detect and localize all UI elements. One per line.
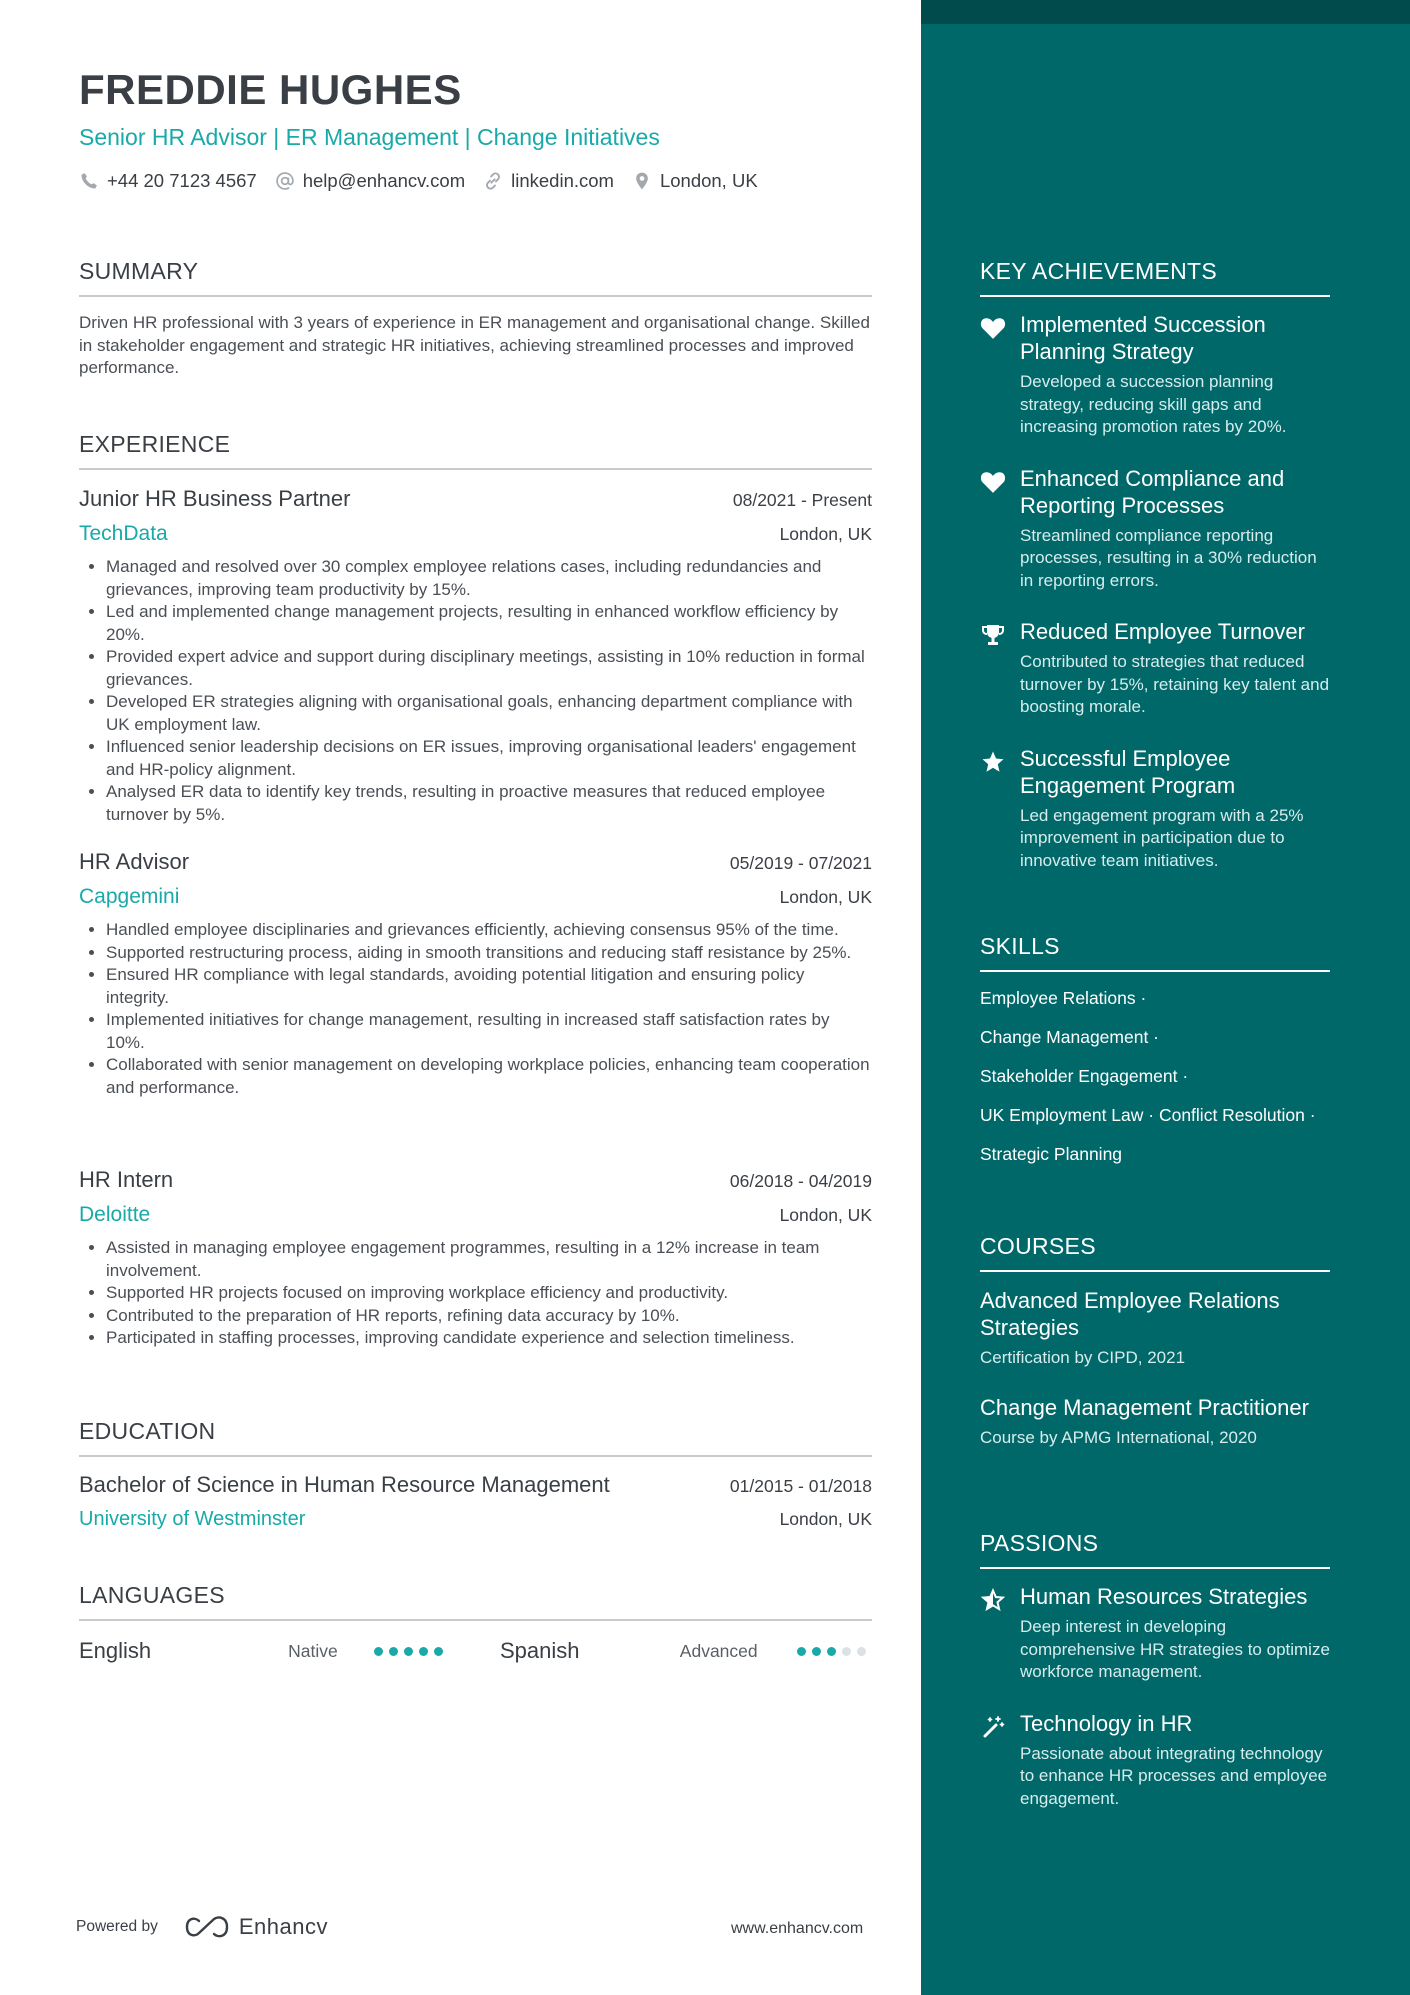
- experience-section: [79, 431, 872, 470]
- contact-email[interactable]: [275, 170, 465, 192]
- language-level: Advanced: [679, 1640, 758, 1661]
- education-dates: 01/2015 - 01/2018: [729, 1476, 872, 1496]
- rating-dot-filled: [389, 1647, 398, 1656]
- achievement-title: Enhanced Compliance and Reporting Processes: [1020, 465, 1285, 518]
- skill-line: UK Employment Law · Conflict Resolution ·: [980, 1105, 1316, 1125]
- job-entry: [79, 849, 872, 1099]
- education-location: London, UK: [779, 1509, 872, 1529]
- footer-website-link[interactable]: www.enhancv.com: [731, 1920, 864, 1937]
- job-location: London, UK: [779, 887, 872, 907]
- location-text: London, UK: [659, 170, 758, 191]
- rating-dot-filled: [434, 1647, 443, 1656]
- list-item: • Contributed to the preparation of HR reports, refining data accuracy by 10%.: [106, 1305, 872, 1328]
- language-name: English: [79, 1638, 152, 1663]
- rating-dot-empty: [842, 1647, 851, 1656]
- phone-text: +44 20 7123 4567: [107, 170, 257, 191]
- list-item: • Ensured HR compliance with legal standards, avoiding potential litigation and ensuring policy integrity.: [106, 964, 872, 1009]
- rating-dot-filled: [827, 1647, 836, 1656]
- summary-section: [79, 258, 872, 380]
- company-name: Capgemini: [79, 885, 180, 908]
- passion-description: Passionate about integrating technology to enhance HR processes and employee engagement.: [1020, 1743, 1328, 1808]
- link-icon: [483, 171, 503, 191]
- course-item: [980, 1394, 1330, 1448]
- heart-icon: [980, 470, 1006, 494]
- section-title: PASSIONS: [980, 1530, 1330, 1569]
- job-bullets: [79, 919, 872, 1099]
- magic-wand-icon: [980, 1715, 1006, 1739]
- powered-by-label: Powered by: [76, 1918, 158, 1935]
- job-dates: 06/2018 - 04/2019: [729, 1171, 872, 1191]
- course-item: [980, 1287, 1330, 1368]
- achievement-description: Led engagement program with a 25% improvement in participation due to innovative team initiatives.: [1020, 805, 1304, 870]
- list-item: • Participated in staffing processes, improving candidate experience and selection timeliness.: [106, 1327, 872, 1350]
- achievements-section: [980, 258, 1330, 872]
- contact-bar: [79, 170, 776, 192]
- achievement-item: [980, 311, 1330, 439]
- courses-section: [980, 1233, 1330, 1448]
- passion-title: Technology in HR: [1020, 1710, 1193, 1736]
- job-dates: 05/2019 - 07/2021: [729, 853, 872, 873]
- achievement-description: Developed a succession planning strategy, reducing skill gaps and increasing promotion rates by 20%.: [1020, 372, 1287, 436]
- phone-icon: [79, 171, 99, 191]
- job-entry: [79, 486, 872, 826]
- rating-dot-filled: [797, 1647, 806, 1656]
- achievement-title: Implemented Succession Planning Strategy: [1020, 312, 1266, 364]
- section-title: SKILLS: [980, 933, 1330, 972]
- company-name: Deloitte: [79, 1203, 151, 1226]
- contact-linkedin[interactable]: [483, 170, 614, 192]
- course-title: Advanced Employee Relations Strategies: [980, 1288, 1280, 1340]
- half-star-icon: [980, 1588, 1006, 1612]
- list-item: • Supported restructuring process, aiding in smooth transitions and reducing staff resistance by 25%.: [106, 942, 872, 965]
- section-title: SUMMARY: [79, 258, 872, 297]
- list-item: • Handled employee disciplinaries and grievances efficiently, achieving consensus 95% of the time.: [106, 919, 872, 942]
- passions-section: [980, 1530, 1330, 1810]
- section-title: KEY ACHIEVEMENTS: [980, 258, 1330, 297]
- job-location: London, UK: [779, 524, 872, 544]
- achievement-title: Successful Employee Engagement Program: [1020, 745, 1236, 798]
- achievement-title: Reduced Employee Turnover: [1020, 619, 1305, 644]
- summary-text: Driven HR professional with 3 years of experience in ER management and organisational change. Skilled in stakeholder engagement and strategic HR initiatives, achieving streamlined processes and improved performance.: [79, 313, 870, 377]
- enhancv-logo-icon: [184, 1914, 230, 1940]
- company-name: TechData: [79, 522, 168, 545]
- list-item: • Influenced senior leadership decisions on ER issues, improving organisational leaders' engagement and HR-policy alignment.: [106, 736, 872, 781]
- job-title: Junior HR Business Partner: [79, 486, 351, 511]
- section-title: EXPERIENCE: [79, 431, 872, 470]
- contact-phone[interactable]: [79, 170, 257, 192]
- skill-line: Strategic Planning: [980, 1144, 1123, 1164]
- job-bullets: [79, 1237, 872, 1350]
- email-text: help@enhancv.com: [302, 170, 466, 191]
- achievement-item: [980, 745, 1330, 873]
- job-bullets: [79, 556, 872, 826]
- rating-dot-filled: [812, 1647, 821, 1656]
- achievement-item: [980, 618, 1330, 719]
- skill-line: Change Management ·: [980, 1027, 1159, 1047]
- list-item: • Supported HR projects focused on improving workplace efficiency and productivity.: [106, 1282, 872, 1305]
- language-rating: [797, 1647, 872, 1656]
- list-item: • Developed ER strategies aligning with organisational goals, enhancing department compliance with UK employment law.: [106, 691, 872, 736]
- list-item: • Managed and resolved over 30 complex employee relations cases, including redundancies and grievances, improving team productivity by 15%.: [106, 556, 872, 601]
- headline: Senior HR Advisor | ER Management | Change Initiatives: [79, 124, 660, 150]
- star-icon: [980, 750, 1006, 774]
- linkedin-text: linkedin.com: [511, 170, 614, 191]
- section-title: EDUCATION: [79, 1418, 872, 1457]
- job-entry: [79, 1167, 872, 1350]
- passion-item: [980, 1583, 1330, 1684]
- rating-dot-filled: [374, 1647, 383, 1656]
- skills-section: [980, 933, 1330, 1183]
- at-icon: [275, 171, 295, 191]
- list-item: • Assisted in managing employee engagement programmes, resulting in a 12% increase in team involvement.: [106, 1237, 872, 1282]
- languages-section: [79, 1582, 872, 1621]
- rating-dot-filled: [404, 1647, 413, 1656]
- contact-location: [632, 170, 758, 192]
- course-title: Change Management Practitioner: [980, 1395, 1309, 1420]
- language-item: [500, 1638, 872, 1664]
- job-location: London, UK: [779, 1205, 872, 1225]
- job-dates: 08/2021 - Present: [732, 490, 872, 510]
- language-name: Spanish: [500, 1638, 580, 1663]
- brand-name: Enhancv: [238, 1914, 328, 1939]
- language-rating: [374, 1647, 449, 1656]
- rating-dot-filled: [419, 1647, 428, 1656]
- language-level: Native: [288, 1640, 338, 1661]
- school-name: University of Westminster: [79, 1508, 306, 1530]
- sidebar-top-band: [921, 0, 1410, 24]
- passion-item: [980, 1710, 1330, 1811]
- list-item: • Led and implemented change management projects, resulting in enhanced workflow efficiency by 20%.: [106, 601, 872, 646]
- passion-title: Human Resources Strategies: [1020, 1584, 1308, 1609]
- course-provider: Course by APMG International, 2020: [980, 1428, 1257, 1447]
- skill-line: Stakeholder Engagement ·: [980, 1066, 1189, 1086]
- job-title: HR Advisor: [79, 849, 190, 874]
- footer-branding: [76, 1914, 328, 1940]
- course-provider: Certification by CIPD, 2021: [980, 1348, 1186, 1367]
- skill-line: Employee Relations ·: [980, 988, 1147, 1008]
- section-title: LANGUAGES: [79, 1582, 872, 1621]
- achievement-description: Contributed to strategies that reduced turnover by 15%, retaining key talent and boosting morale.: [1020, 652, 1330, 716]
- language-item: [79, 1638, 449, 1664]
- candidate-name: FREDDIE HUGHES: [79, 66, 462, 113]
- trophy-icon: [980, 623, 1006, 647]
- list-item: • Implemented initiatives for change management, resulting in increased staff satisfaction rates by 10%.: [106, 1009, 872, 1054]
- degree-title: Bachelor of Science in Human Resource Management: [79, 1472, 610, 1497]
- achievement-description: Streamlined compliance reporting processes, resulting in a 30% reduction in reporting errors.: [1020, 525, 1317, 590]
- passion-description: Deep interest in developing comprehensive HR strategies to optimize workforce management.: [1020, 1617, 1330, 1681]
- achievement-item: [980, 465, 1330, 593]
- section-title: COURSES: [980, 1233, 1330, 1272]
- list-item: • Analysed ER data to identify key trends, resulting in proactive measures that reduced employee turnover by 5%.: [106, 781, 872, 826]
- list-item: • Collaborated with senior management on developing workplace policies, enhancing team cooperation and performance.: [106, 1054, 872, 1099]
- job-title: HR Intern: [79, 1167, 174, 1192]
- location-pin-icon: [632, 171, 652, 191]
- heart-icon: [980, 316, 1006, 340]
- rating-dot-empty: [857, 1647, 866, 1656]
- list-item: • Provided expert advice and support during disciplinary meetings, assisting in 10% reduction in formal grievances.: [106, 646, 872, 691]
- education-section: [79, 1418, 872, 1531]
